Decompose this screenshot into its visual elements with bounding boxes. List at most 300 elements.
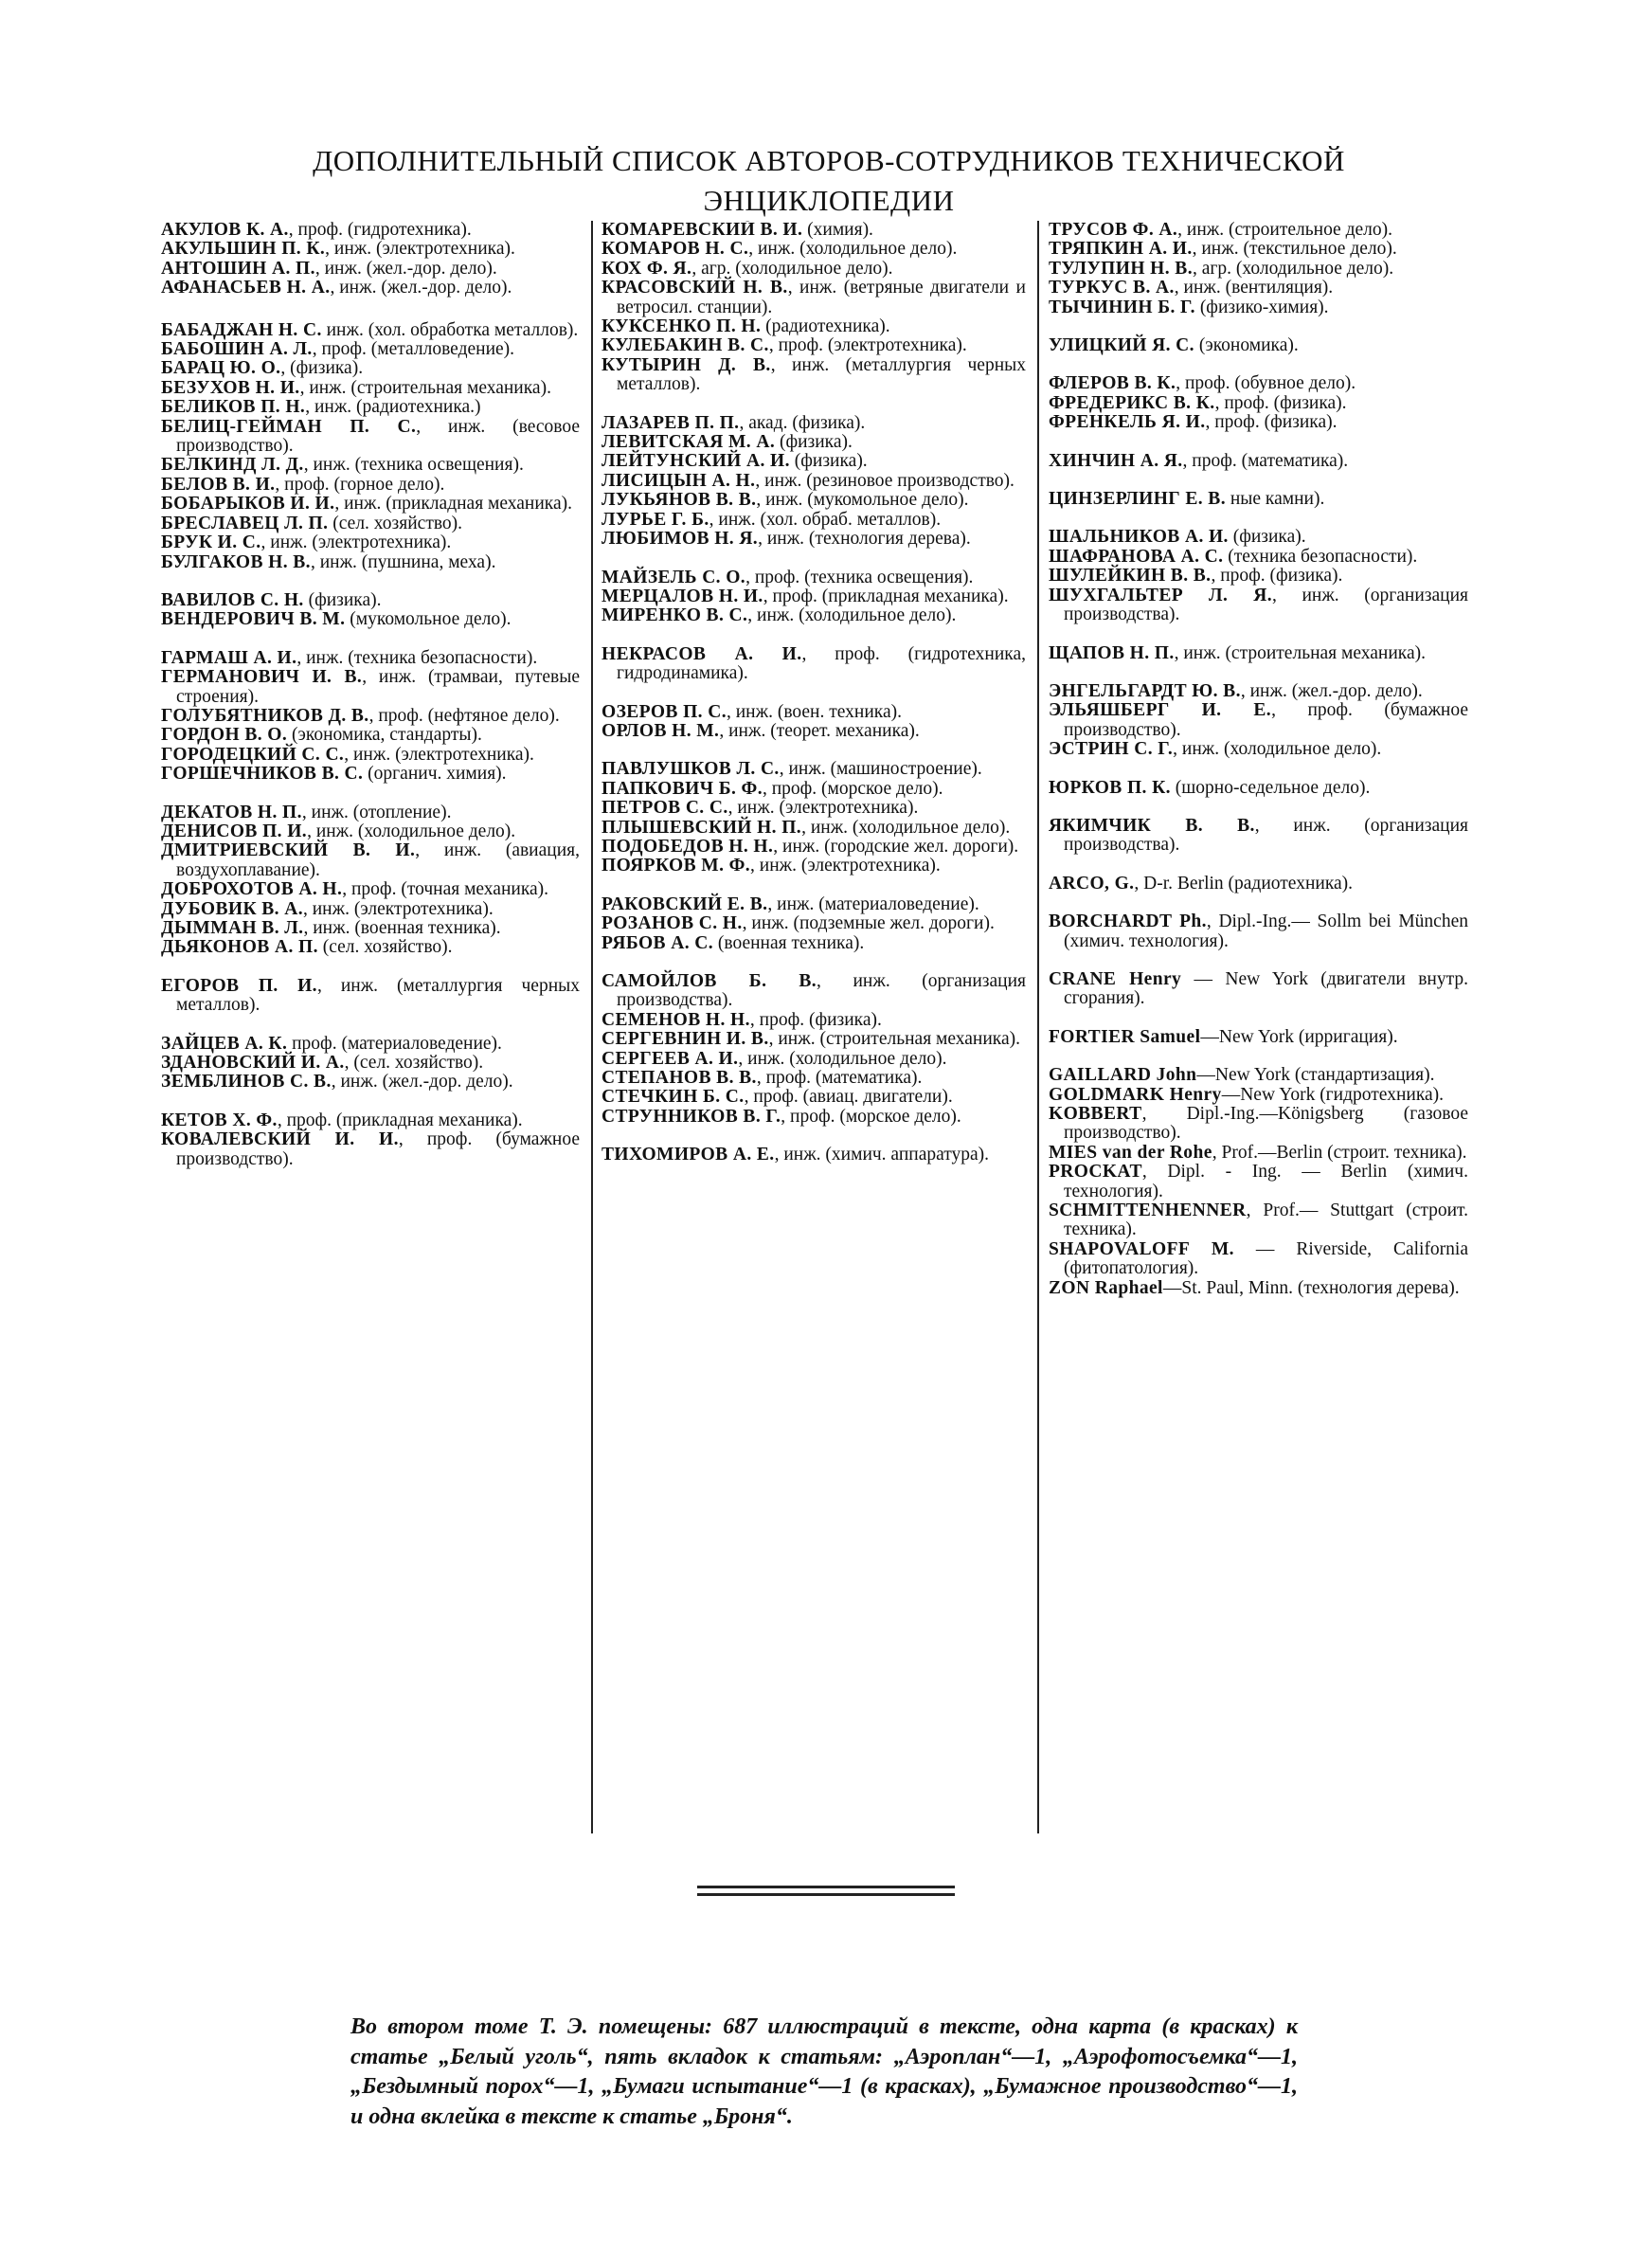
author-entry: [1049, 682, 1468, 701]
author-name: ФРЕДЕРИКС В. К.: [1049, 392, 1215, 413]
author-name: ЗАЙЦЕВ А. К.: [161, 1033, 288, 1054]
author-name: ДОБРОХОТОВ А. Н.: [161, 879, 343, 900]
author-field: — New York (двигатели внутр. сгорания).: [1064, 968, 1468, 1009]
author-name: СЕРГЕВНИН И. В.: [602, 1029, 769, 1050]
author-entry: [602, 414, 1026, 433]
author-entry: [161, 1073, 580, 1092]
author-entry: [161, 418, 580, 457]
author-entry: [1049, 875, 1468, 894]
author-name: КЕТОВ Х. Ф.: [161, 1110, 278, 1130]
author-entry: [602, 857, 1026, 876]
author-field: (сел. хозяйство).: [328, 513, 463, 533]
author-entry: [1049, 1201, 1468, 1240]
author-entry: [1049, 374, 1468, 393]
author-entry: [1049, 1105, 1468, 1144]
separator-rule-top: [697, 1886, 955, 1888]
author-entry: [602, 645, 1026, 684]
authors-column-2: [602, 221, 1026, 1851]
author-entry: [161, 321, 580, 340]
author-name: BORCHARDT Ph.: [1049, 912, 1207, 932]
author-entry: [161, 726, 580, 745]
author-entry: [602, 914, 1026, 933]
author-name: ПЛЫШЕВСКИЙ Н. П.: [602, 817, 802, 838]
author-entry: [602, 1108, 1026, 1127]
author-name: ВАВИЛОВ С. Н.: [161, 589, 304, 610]
author-field: , инж. (холодильное дело).: [307, 821, 516, 841]
author-name: УЛИЦКИЙ Я. С.: [1049, 335, 1194, 356]
author-field: — Riverside, California (фитопатология).: [1064, 1238, 1468, 1279]
author-field: , проф. (морское дело).: [762, 778, 943, 799]
author-name: ЛЕЙТУНСКИЙ А. И.: [602, 451, 790, 472]
page-title: [142, 141, 1516, 221]
author-name: КУТЫРИН Д. В.: [602, 354, 771, 375]
author-name: РЯБОВ А. С.: [602, 932, 714, 953]
author-field: (химия).: [802, 221, 873, 240]
author-name: ЗДАНОВСКИЙ И. А.: [161, 1053, 345, 1074]
title-line-1: ДОПОЛНИТЕЛЬНЫЙ СПИСОК АВТОРОВ-СОТРУДНИКОВ ТЕХНИЧЕСКОЙ: [313, 143, 1345, 177]
author-name: ТИХОМИРОВ А. Е.: [602, 1145, 775, 1165]
authors-column-1: [161, 221, 580, 1851]
author-field: , инж. (подземные жел. дороги).: [742, 913, 995, 934]
author-entry: [1049, 1279, 1468, 1298]
author-entry: [161, 495, 580, 514]
author-entry: [602, 1069, 1026, 1088]
author-field: , инж. (трамваи, путевые строения).: [176, 667, 580, 707]
author-name: CRANE Henry: [1049, 968, 1182, 989]
author-entry: [1049, 1028, 1468, 1047]
author-field: , проф. (гидротехника).: [288, 221, 472, 240]
author-field: , проф. (морское дело).: [781, 1106, 961, 1127]
author-field: , агр. (холодильное дело).: [691, 258, 893, 279]
author-name: ARCO, G.: [1049, 873, 1135, 894]
author-field: , инж. (металлургия черных металлов).: [617, 354, 1026, 395]
author-name: КУКСЕНКО П. Н.: [602, 316, 762, 337]
author-name: АКУЛЬШИН П. К.: [161, 239, 326, 260]
authors-list: [161, 221, 1468, 1851]
author-field: , акад. (физика).: [739, 412, 866, 433]
author-field: , инж. (электротехника).: [750, 856, 941, 876]
author-name: ТУЛУПИН Н. В.: [1049, 258, 1193, 279]
author-name: БАБАДЖАН Н. С.: [161, 319, 322, 340]
author-name: ЮРКОВ П. К.: [1049, 777, 1171, 798]
author-entry: [602, 530, 1026, 549]
author-entry: [602, 934, 1026, 953]
author-entry: [602, 452, 1026, 471]
author-entry: [161, 1111, 580, 1130]
author-name: SHAPOVALOFF M.: [1049, 1238, 1234, 1259]
author-entry: [161, 803, 580, 822]
author-name: SCHMITTENHENNER: [1049, 1201, 1247, 1221]
author-name: ШУЛЕЙКИН В. В.: [1049, 566, 1212, 587]
author-entry: [161, 822, 580, 841]
author-entry: [602, 1050, 1026, 1069]
author-field: , инж. (электротехника).: [727, 798, 919, 819]
author-field: ные камни).: [1225, 489, 1325, 510]
author-field: —New York (гидротехника).: [1221, 1084, 1445, 1105]
author-name: НЕКРАСОВ А. И.: [602, 643, 802, 664]
author-entry: [161, 841, 580, 880]
author-entry: [602, 703, 1026, 722]
author-entry: [602, 221, 1026, 240]
author-field: , инж. (организация производства).: [1064, 815, 1468, 856]
author-field: , инж. (холодильное дело).: [748, 239, 958, 260]
author-name: БУЛГАКОВ Н. В.: [161, 551, 311, 572]
author-name: ЛЕВИТСКАЯ М. А.: [602, 432, 776, 453]
author-entry: [1049, 394, 1468, 413]
author-field: , инж. (авиация, воздухоплавание).: [176, 840, 580, 880]
author-field: , инж. (холодильное дело).: [1173, 739, 1382, 760]
author-name: БЕЗУХОВ Н. И.: [161, 377, 300, 398]
author-name: РОЗАНОВ С. Н.: [602, 913, 743, 934]
author-name: ОРЛОВ Н. М.: [602, 720, 720, 741]
author-entry: [602, 587, 1026, 606]
author-entry: [161, 610, 580, 629]
author-entry: [602, 1030, 1026, 1049]
author-field: , проф. (электротехника).: [768, 335, 967, 356]
author-field: , Dipl.-Ing.— Sollm bei München (химич. технология).: [1064, 912, 1468, 951]
author-field: , инж. (строительная механика).: [1174, 642, 1426, 663]
author-field: , инж. (военная техника).: [303, 918, 501, 938]
author-entry: [161, 977, 580, 1016]
author-field: , инж. (радиотехника.): [305, 397, 481, 418]
author-entry: [602, 1088, 1026, 1107]
author-field: , инж. (городские жел. дороги).: [773, 836, 1019, 857]
author-entry: [1049, 567, 1468, 586]
author-name: ЛУКЬЯНОВ В. В.: [602, 490, 757, 511]
author-name: MIES van der Rohe: [1049, 1142, 1212, 1163]
author-name: ЦИНЗЕРЛИНГ Е. В.: [1049, 489, 1226, 510]
author-entry: [161, 880, 580, 899]
author-field: , Prof.—Berlin (строит. техника).: [1212, 1142, 1467, 1163]
author-entry: [161, 649, 580, 668]
author-entry: [1049, 528, 1468, 547]
author-entry: [161, 240, 580, 259]
author-entry: [602, 279, 1026, 317]
author-name: МАЙЗЕЛЬ С. О.: [602, 567, 746, 587]
author-entry: [161, 938, 580, 957]
author-entry: [1049, 1163, 1468, 1201]
author-name: БЕЛКИНД Л. Д.: [161, 455, 304, 476]
author-entry: [1049, 1240, 1468, 1279]
author-entry: [1049, 701, 1468, 740]
author-field: —St. Paul, Minn. (технология дерева).: [1162, 1277, 1460, 1298]
author-entry: [1049, 817, 1468, 856]
author-field: , инж. (техника освещения).: [303, 455, 524, 476]
author-field: (физика).: [789, 451, 868, 472]
author-name: ФЛЕРОВ В. К.: [1049, 373, 1176, 394]
author-entry: [602, 569, 1026, 587]
author-name: ЭЛЬЯШБЕРГ И. Е.: [1049, 700, 1272, 721]
author-entry: [161, 515, 580, 533]
author-field: , проф. (прикладная механика).: [277, 1110, 523, 1130]
author-entry: [1049, 587, 1468, 625]
separator-rule-bottom: [697, 1893, 955, 1896]
author-entry: [602, 780, 1026, 799]
author-field: (сел. хозяйство).: [317, 937, 453, 958]
author-entry: [1049, 970, 1468, 1009]
author-field: —New York (ирригация).: [1200, 1026, 1398, 1047]
author-field: , инж. (мукомольное дело).: [756, 490, 969, 511]
authors-column-3: [1049, 221, 1468, 1851]
author-name: БРУК И. С.: [161, 533, 261, 553]
author-field: , проф. (обувное дело).: [1176, 373, 1356, 394]
author-name: ТУРКУС В. А.: [1049, 278, 1175, 298]
author-entry: [602, 472, 1026, 491]
author-name: КОМАРЕВСКИЙ В. И.: [602, 221, 803, 240]
author-field: (органич. химия).: [363, 764, 507, 785]
author-name: САМОЙЛОВ Б. В.: [602, 971, 817, 991]
author-field: , проф. (гидротехника, гидродинамика).: [617, 643, 1026, 684]
author-entry: [602, 240, 1026, 259]
volume-footnote: Во втором томе Т. Э. помещены: 687 иллюстраций в тексте, одна карта (в красках) к статье „Белый уголь“, пять вкладок к статьям: „Аэроплан“—1, „Аэрофотосъемка“—1, „Бездымный порох“—1, „Бумаги испытание“—1 (в красках), „Бумажное производство“—1, и одна вклейка в тексте к статье „Броня“.: [350, 2014, 1298, 2129]
author-entry: [602, 260, 1026, 279]
author-name: БОБАРЫКОВ И. И.: [161, 494, 335, 515]
author-name: ВЕНДЕРОВИЧ В. М.: [161, 609, 346, 630]
author-name: ФРЕНКЕЛЬ Я. И.: [1049, 412, 1206, 433]
author-name: ЭСТРИН С. Г.: [1049, 739, 1174, 760]
author-entry: [602, 491, 1026, 510]
author-entry: [161, 260, 580, 279]
author-name: ДЫММАН В. Л.: [161, 918, 304, 938]
author-name: ГОРШЕЧНИКОВ В. С.: [161, 764, 364, 785]
author-name: ПАВЛУШКОВ Л. С.: [602, 759, 780, 780]
author-field: , инж. (текстильное дело).: [1192, 239, 1397, 260]
author-name: ХИНЧИН А. Я.: [1049, 450, 1183, 471]
author-name: КОВАЛЕВСКИЙ И. И.: [161, 1129, 399, 1150]
author-field: , проф. (бумажное производство).: [1064, 700, 1468, 740]
author-name: БЕЛОВ В. И.: [161, 474, 276, 495]
author-name: БАБОШИН А. Л.: [161, 339, 313, 360]
author-field: , инж. (электротехника).: [303, 898, 494, 919]
author-field: (мукомольное дело).: [345, 609, 512, 630]
author-name: ЕГОРОВ П. И.: [161, 975, 317, 996]
author-entry: [1049, 452, 1468, 471]
author-name: КОХ Ф. Я.: [602, 258, 692, 279]
author-entry: [1049, 240, 1468, 259]
author-name: ПОДОБЕДОВ Н. Н.: [602, 836, 774, 857]
author-name: ШУХГАЛЬТЕР Л. Я.: [1049, 585, 1272, 605]
author-name: ЛАЗАРЕВ П. П.: [602, 412, 740, 433]
author-field: , инж. (вентиляция).: [1174, 278, 1334, 298]
author-entry: [602, 838, 1026, 857]
author-field: , инж. (машиностроение).: [779, 759, 982, 780]
author-entry: [1049, 644, 1468, 663]
author-field: , Dipl.-Ing.—Königsberg (газовое производство).: [1064, 1104, 1468, 1144]
author-entry: [602, 433, 1026, 452]
author-entry: [161, 765, 580, 784]
author-name: ЯКИМЧИК В. В.: [1049, 815, 1255, 836]
author-entry: [161, 900, 580, 919]
author-entry: [161, 707, 580, 726]
author-name: ГОЛУБЯТНИКОВ Д. В.: [161, 705, 369, 726]
author-entry: [602, 317, 1026, 336]
author-field: , проф. (горное дело).: [275, 474, 445, 495]
author-field: (экономика, стандарты).: [287, 725, 482, 746]
author-name: БЕЛИЦ-ГЕЙМАН П. С.: [161, 416, 417, 437]
author-field: , инж. (техника безопасности).: [296, 647, 538, 668]
author-field: , инж. (теорет. механика).: [719, 720, 920, 741]
author-entry: [602, 819, 1026, 838]
author-field: , D-r. Berlin (радиотехника).: [1134, 873, 1354, 894]
author-field: , инж. (пушнина, меха).: [310, 551, 496, 572]
author-entry: [161, 746, 580, 765]
author-entry: [602, 895, 1026, 914]
author-entry: [1049, 1066, 1468, 1085]
author-name: КОМАРОВ Н. С.: [602, 239, 749, 260]
author-name: ПЕТРОВ С. С.: [602, 798, 728, 819]
author-field: (физика).: [1228, 527, 1306, 548]
column-divider-1: [591, 221, 593, 1833]
author-name: КУЛЕБАКИН В. С.: [602, 335, 769, 356]
author-entry: [161, 919, 580, 938]
author-name: ДУБОВИК В. А.: [161, 898, 303, 919]
author-field: , инж. (холодильное дело).: [747, 605, 957, 626]
author-entry: [1049, 298, 1468, 317]
author-field: , инж. (металлургия черных металлов).: [176, 975, 580, 1016]
author-field: , проф. (нефтяное дело).: [368, 705, 560, 726]
author-name: ШАФРАНОВА А. С.: [1049, 546, 1224, 567]
author-field: , инж. (электротехника).: [344, 744, 534, 765]
author-field: , инж. (жел.-дор. дело).: [1240, 680, 1423, 701]
author-entry: [602, 511, 1026, 530]
author-entry: [1049, 1086, 1468, 1105]
author-field: , инж. (прикладная механика).: [334, 494, 573, 515]
author-name: СТРУННИКОВ В. Г.: [602, 1106, 781, 1127]
author-entry: [1049, 548, 1468, 567]
author-field: , Dipl. - Ing. — Berlin (химич. технология).: [1064, 1162, 1468, 1201]
author-field: , инж. (жел.-дор. дело).: [331, 1072, 513, 1092]
author-entry: [161, 476, 580, 495]
author-name: GAILLARD John: [1049, 1065, 1197, 1086]
author-name: KOBBERT: [1049, 1104, 1142, 1124]
author-field: , инж. (холодильное дело).: [738, 1048, 947, 1069]
author-name: БРЕСЛАВЕЦ Л. П.: [161, 513, 329, 533]
author-field: (радиотехника).: [761, 316, 890, 337]
author-entry: [161, 398, 580, 417]
author-field: , инж. (отопление).: [301, 802, 452, 822]
author-entry: [161, 1130, 580, 1169]
author-name: МЕРЦАЛОВ Н. И.: [602, 586, 763, 606]
author-name: ПАПКОВИЧ Б. Ф.: [602, 778, 763, 799]
author-name: БЕЛИКОВ П. Н.: [161, 397, 306, 418]
author-field: (физика).: [303, 589, 382, 610]
author-name: ГОРДОН В. О.: [161, 725, 288, 746]
author-entry: [602, 799, 1026, 818]
author-entry: [161, 591, 580, 610]
author-entry: [1049, 413, 1468, 432]
author-field: , инж. (резиновое производство).: [755, 470, 1015, 491]
author-field: , проф. (физика).: [749, 1009, 882, 1030]
author-field: , инж. (материаловедение).: [767, 894, 979, 914]
author-field: , инж. (строительная механика).: [768, 1029, 1020, 1050]
author-name: АКУЛОВ К. А.: [161, 221, 289, 240]
author-field: , проф. (физика).: [1205, 412, 1338, 433]
author-entry: [161, 668, 580, 707]
author-entry: [1049, 336, 1468, 355]
author-name: КРАСОВСКИЙ Н. В.: [602, 278, 788, 298]
author-name: ГАРМАШ А. И.: [161, 647, 297, 668]
author-field: (шорно-седельное дело).: [1170, 777, 1371, 798]
author-entry: [161, 1054, 580, 1073]
author-name: ДМИТРИЕВСКИЙ В. И.: [161, 840, 416, 861]
author-field: , инж. (строительное дело).: [1177, 221, 1393, 240]
author-field: , Prof.— Stuttgart (строит. техника).: [1064, 1201, 1468, 1240]
author-name: АНТОШИН А. П.: [161, 258, 315, 279]
author-name: ПОЯРКОВ М. Ф.: [602, 856, 751, 876]
author-field: , инж. (весовое производство).: [176, 416, 580, 457]
author-entry: [161, 533, 580, 552]
author-name: ЗЕМБЛИНОВ С. В.: [161, 1072, 332, 1092]
author-name: FORTIER Samuel: [1049, 1026, 1201, 1047]
author-entry: [1049, 1144, 1468, 1163]
author-field: , агр. (холодильное дело).: [1192, 258, 1394, 279]
author-field: , инж. (холодильное дело).: [801, 817, 1011, 838]
author-name: ГОРОДЕЦКИЙ С. С.: [161, 744, 345, 765]
author-field: (экономика).: [1194, 335, 1299, 356]
author-entry: [1049, 279, 1468, 298]
author-name: ТРУСОВ Ф. А.: [1049, 221, 1178, 240]
author-field: , проф. (бумажное производство).: [176, 1129, 580, 1169]
author-name: ЭНГЕЛЬГАРДТ Ю. В.: [1049, 680, 1241, 701]
author-field: , (сел. хозяйство).: [344, 1053, 484, 1074]
author-name: ZON Raphael: [1049, 1277, 1163, 1298]
author-field: , инж. (организация производства).: [1064, 585, 1468, 625]
author-entry: [161, 340, 580, 359]
author-entry: [1049, 260, 1468, 279]
author-field: , инж. (жел.-дор. дело).: [330, 278, 512, 298]
author-field: (физика).: [775, 432, 853, 453]
author-field: , проф. (математика).: [1182, 450, 1349, 471]
column-divider-2: [1037, 221, 1039, 1833]
author-name: СТЕЧКИН Б. С.: [602, 1087, 745, 1108]
author-field: , инж. (ветряные двигатели и ветросил. станции).: [617, 278, 1026, 317]
author-entry: [1049, 740, 1468, 759]
author-entry: [1049, 912, 1468, 951]
author-name: ТЫЧИНИН Б. Г.: [1049, 297, 1195, 317]
author-field: (техника безопасности).: [1223, 546, 1418, 567]
author-name: ДЕКАТОВ Н. П.: [161, 802, 302, 822]
author-name: ОЗЕРОВ П. С.: [602, 701, 727, 722]
author-name: РАКОВСКИЙ Е. В.: [602, 894, 768, 914]
author-entry: [161, 456, 580, 475]
author-entry: [1049, 221, 1468, 240]
author-field: (физико-химия).: [1194, 297, 1329, 317]
author-entry: [161, 1035, 580, 1054]
author-entry: [161, 359, 580, 378]
author-field: инж. (хол. обработка металлов).: [321, 319, 579, 340]
author-entry: [602, 1011, 1026, 1030]
author-field: (военная техника).: [713, 932, 865, 953]
author-name: ЛЮБИМОВ Н. Я.: [602, 529, 759, 550]
author-name: МИРЕНКО В. С.: [602, 605, 748, 626]
author-entry: [602, 972, 1026, 1011]
author-name: ШАЛЬНИКОВ А. И.: [1049, 527, 1229, 548]
author-name: ДЕНИСОВ П. И.: [161, 821, 308, 841]
author-entry: [161, 279, 580, 298]
author-name: ЛИСИЦЫН А. Н.: [602, 470, 756, 491]
author-field: , проф. (прикладная механика).: [763, 586, 1009, 606]
author-field: , проф. (авиац. двигатели).: [744, 1087, 953, 1108]
author-field: , инж. (химич. аппаратура).: [774, 1145, 990, 1165]
author-field: —New York (стандартизация).: [1196, 1065, 1435, 1086]
author-field: , проф. (металловедение).: [312, 339, 515, 360]
author-name: АФАНАСЬЕВ Н. А.: [161, 278, 331, 298]
author-field: , проф. (техника освещения).: [745, 567, 974, 587]
author-entry: [1049, 779, 1468, 798]
author-name: ГЕРМАНОВИЧ И. В.: [161, 667, 363, 688]
author-field: , инж. (электротехника).: [260, 533, 452, 553]
author-name: ЛУРЬЕ Г. Б.: [602, 509, 709, 530]
